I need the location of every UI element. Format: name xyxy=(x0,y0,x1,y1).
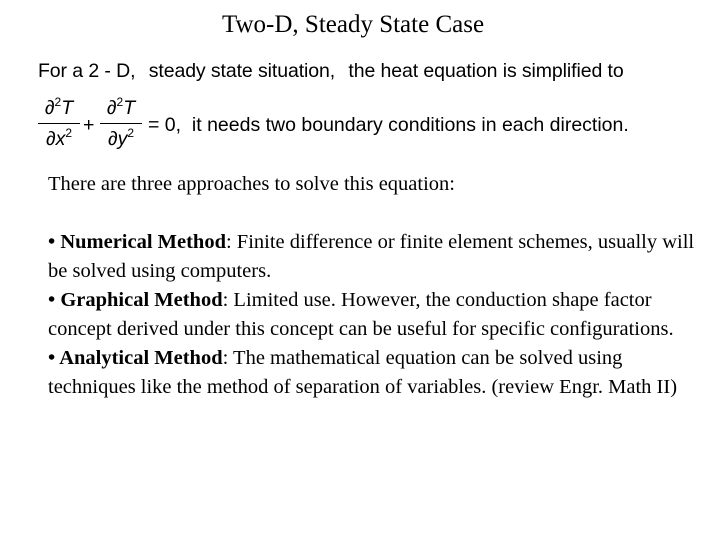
intro-part-3: the heat equation is simplified to xyxy=(348,60,624,82)
intro-part-1: For a 2 - D, xyxy=(38,60,136,82)
approaches-intro: There are three approaches to solve this equation: xyxy=(48,173,455,195)
plus-sign: + xyxy=(83,114,95,136)
method-numerical: • Numerical Method: Finite difference or finite element schemes, usually will be solved using computers. xyxy=(48,231,695,282)
intro-part-2: steady state situation, xyxy=(148,60,336,82)
intro-statement xyxy=(38,57,624,85)
method-graphical: • Graphical Method: Limited use. However, the conduction shape factor concept derived under this concept can be useful for specific configurations. xyxy=(48,289,674,340)
d2t-dx2-fraction: $\frac{\partial^2T}{\partial x^2}$ xyxy=(38,93,80,154)
slide-title: Two-D, Steady State Case xyxy=(221,11,485,38)
d2t-dy2-fraction: $\frac{\partial^2T}{\partial y^2}$ xyxy=(100,93,142,154)
equation-tail: = 0, it needs two boundary conditions in each direction. xyxy=(148,114,629,136)
body-text xyxy=(48,170,698,402)
method-analytical: • Analytical Method: The mathematical equation can be solved using techniques like the method of separation of variables. (review Engr. Math II) xyxy=(48,347,678,398)
